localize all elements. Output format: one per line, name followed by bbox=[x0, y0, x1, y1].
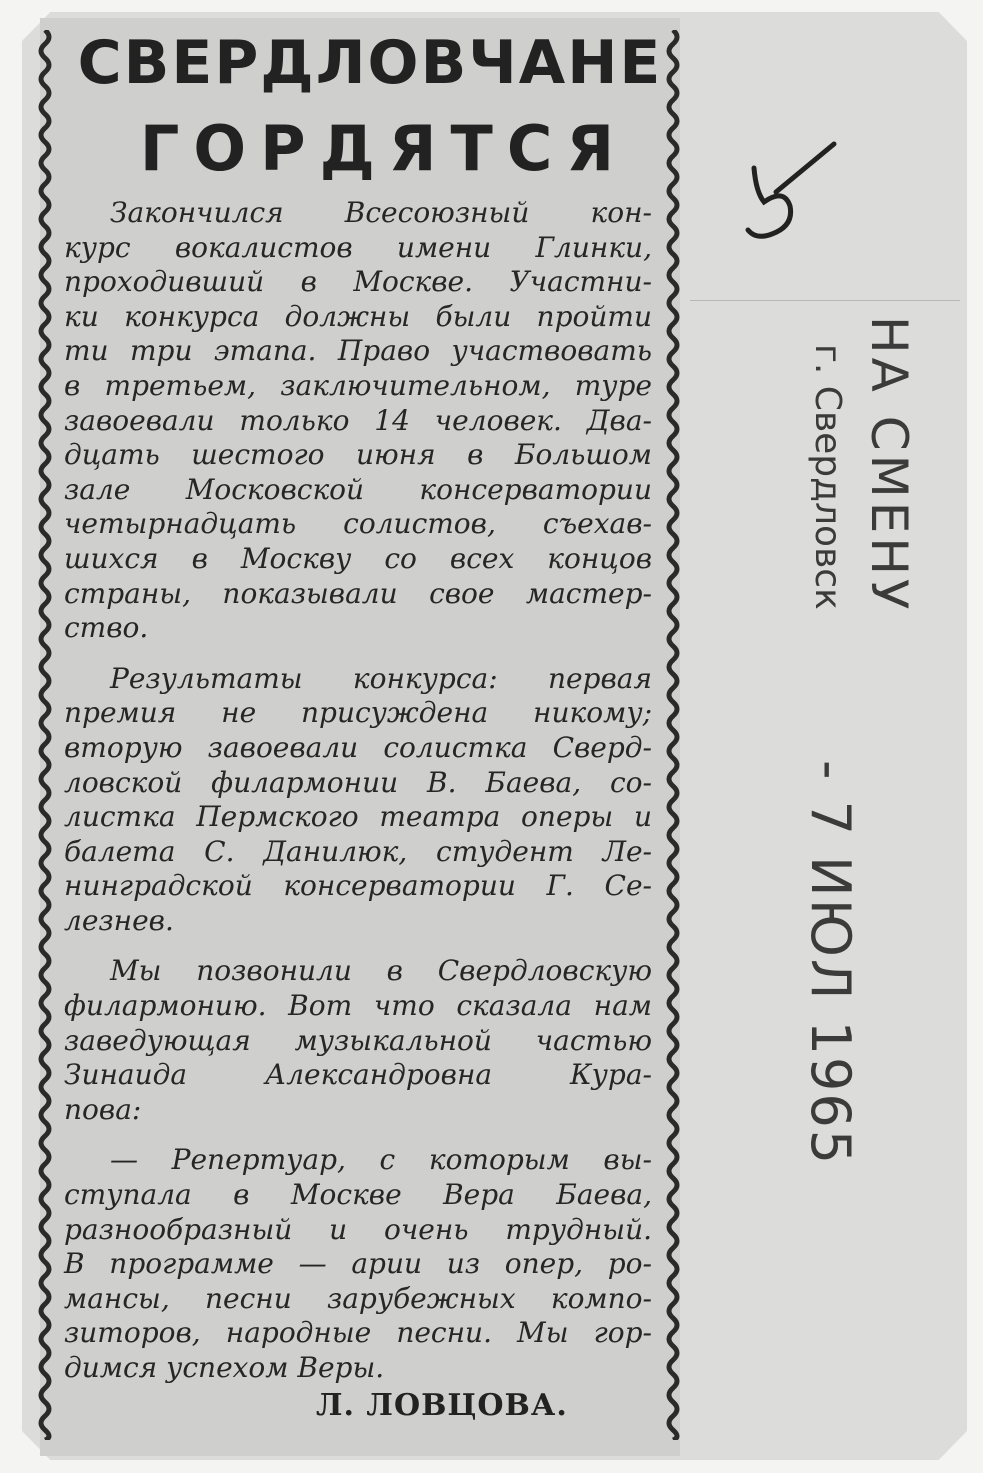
article-line: Результаты конкурса: первая bbox=[110, 661, 652, 695]
paragraph-gap bbox=[64, 1127, 652, 1143]
article-line: балета С. Данилюк, студент Ле- bbox=[64, 834, 652, 868]
article-line: Мы позвонили в Свердловскую bbox=[110, 954, 652, 988]
stamp-date: - 7 ИЮЛ 1965 bbox=[799, 760, 862, 1167]
article-line: премия не присуждена никому; bbox=[64, 696, 652, 730]
article-line: разнообразный и очень трудный. bbox=[64, 1212, 652, 1246]
article-line: ство. bbox=[64, 611, 149, 645]
article-line: Зинаида Александровна Кура- bbox=[64, 1058, 652, 1092]
article-line: ти три этапа. Право участвовать bbox=[64, 334, 652, 368]
article-line: четырнадцать солистов, съехав- bbox=[64, 507, 652, 541]
clipping-left-scalloped-edge bbox=[36, 30, 54, 1440]
article-line: мансы, песни зарубежных компо- bbox=[64, 1281, 652, 1315]
article-author: Л. ЛОВЦОВА. bbox=[316, 1388, 568, 1423]
article-line: Закончился Всесоюзный кон- bbox=[110, 196, 652, 229]
article-line: завоевали только 14 человек. Два- bbox=[64, 403, 652, 437]
article-line: страны, показывали свое мастер- bbox=[64, 576, 652, 610]
article-line: в третьем, заключительном, туре bbox=[64, 368, 652, 402]
article-line: листка Пермского театра оперы и bbox=[64, 800, 652, 834]
article-line: ки конкурса должны были пройти bbox=[64, 299, 652, 333]
article-line: филармонию. Вот что сказала нам bbox=[64, 989, 652, 1023]
card-fold-line bbox=[690, 300, 960, 301]
article-body bbox=[64, 196, 652, 1386]
article-paragraph bbox=[64, 662, 652, 939]
article-line: заведующая музыкальной частью bbox=[64, 1023, 652, 1057]
article-paragraph bbox=[64, 1143, 652, 1385]
headline-line-2: ГОРДЯТСЯ bbox=[139, 112, 629, 185]
article-line: — Репертуар, с которым вы- bbox=[110, 1143, 652, 1177]
article-line: В программе — арии из опер, ро- bbox=[64, 1247, 652, 1281]
article-line: зиторов, народные песни. Мы гор- bbox=[64, 1316, 652, 1350]
article-paragraph bbox=[64, 196, 652, 646]
article-line: шихся в Москву со всех концов bbox=[64, 541, 652, 575]
article-line: дцать шестого июня в Большом bbox=[64, 438, 652, 472]
article-line: пова: bbox=[64, 1092, 142, 1126]
stamp-city: г. Свердловск bbox=[807, 344, 848, 610]
article-line: нинградской консерватории Г. Се- bbox=[64, 869, 652, 903]
article-line: вторую завоевали солистка Сверд- bbox=[64, 730, 652, 764]
article-line: лезнев. bbox=[64, 903, 174, 937]
stamp-newspaper-name: НА СМЕНУ bbox=[860, 316, 918, 614]
headline-line-1: СВЕРДЛОВЧАНЕ bbox=[77, 28, 663, 98]
article-line: проходивший в Москве. Участни- bbox=[64, 265, 652, 299]
article-line: ступала в Москве Вера Баева, bbox=[64, 1178, 652, 1212]
paragraph-gap bbox=[64, 646, 652, 662]
article-line: ловской филармонии В. Баева, со- bbox=[64, 765, 652, 799]
article-line: зале Московской консерватории bbox=[64, 472, 652, 506]
article-paragraph bbox=[64, 954, 652, 1127]
article-line: курс вокалистов имени Глинки, bbox=[64, 230, 652, 264]
paragraph-gap bbox=[64, 938, 652, 954]
clipping-right-scalloped-edge bbox=[664, 30, 682, 1440]
handwritten-number-5 bbox=[738, 140, 848, 250]
article-line: димся успехом Веры. bbox=[64, 1351, 385, 1384]
